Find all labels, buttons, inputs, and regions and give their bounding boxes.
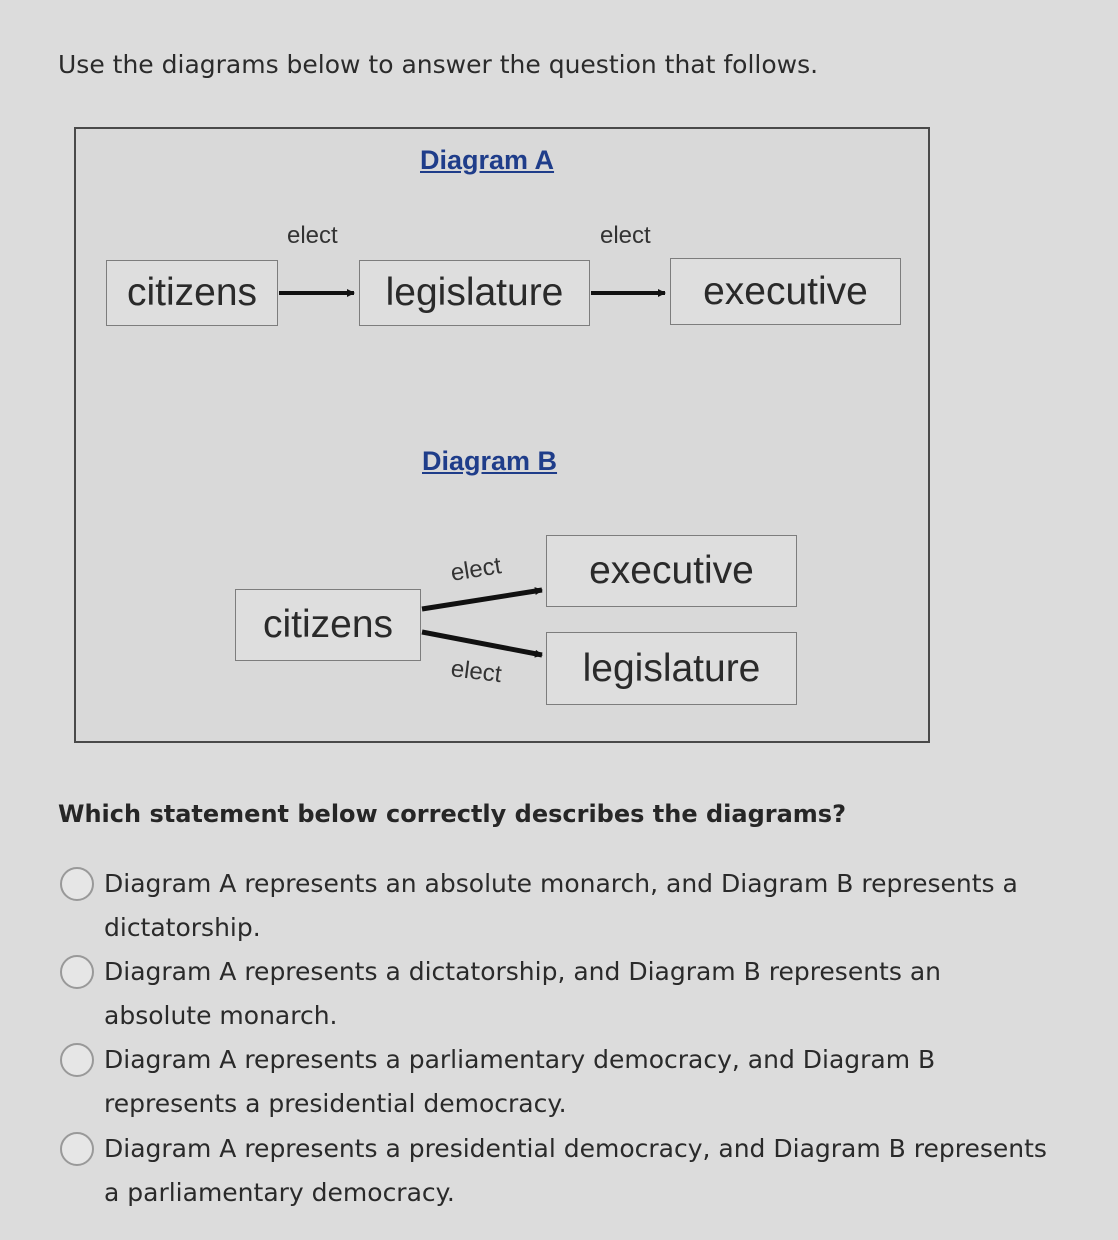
answer-option-text: Diagram A represents a dictatorship, and Diagram B represents an absolute monarch. [104, 957, 941, 1030]
diagram-b-title: Diagram B [422, 446, 558, 476]
diagram-b-edge-label-1: elect [448, 552, 504, 587]
diagram-b-edge-label-2: elect [449, 655, 504, 689]
radio-button[interactable] [60, 1043, 94, 1077]
diagram-a-title: Diagram A [420, 145, 555, 175]
instructions-text: Use the diagrams below to answer the question that follows. [58, 50, 819, 79]
diagram-a-node-citizens: citizens [106, 260, 278, 326]
answer-option-text: Diagram A represents a presidential democracy, and Diagram B represents a parliamentary democracy. [104, 1134, 1047, 1207]
diagram-a-edge-label-2: elect [600, 222, 651, 249]
answer-option-text: Diagram A represents a parliamentary democracy, and Diagram B represents a presidential democracy. [104, 1045, 936, 1118]
question-text: Which statement below correctly describes the diagrams? [58, 800, 846, 828]
answer-option-3[interactable] [60, 1038, 1050, 1126]
diagram-a-node-legislature: legislature [359, 260, 590, 326]
diagram-b-node-citizens: citizens [235, 589, 421, 661]
radio-button[interactable] [60, 955, 94, 989]
radio-button[interactable] [60, 1132, 94, 1166]
diagram-a-node-executive: executive [670, 258, 901, 325]
answer-option-2[interactable] [60, 950, 1050, 1038]
diagram-panel [74, 127, 930, 743]
diagram-b-node-legislature: legislature [546, 632, 797, 705]
diagram-a-edge-label-1: elect [287, 222, 338, 249]
answer-option-text: Diagram A represents an absolute monarch, and Diagram B represents a dictatorship. [104, 869, 1018, 942]
diagram-b-node-executive: executive [546, 535, 797, 607]
radio-button[interactable] [60, 867, 94, 901]
answer-option-4[interactable] [60, 1127, 1050, 1215]
answer-option-1[interactable] [60, 862, 1050, 950]
